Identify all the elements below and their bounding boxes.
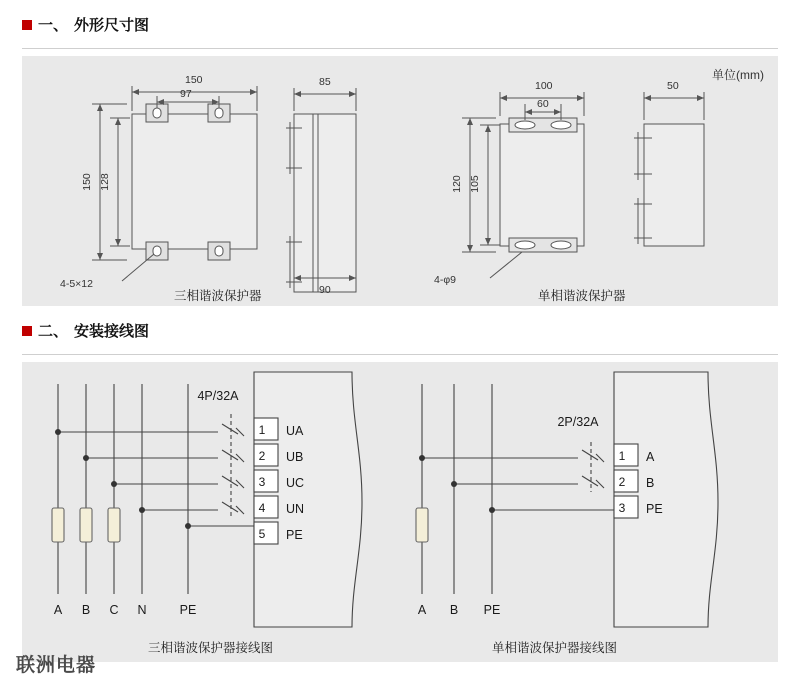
terminal-no-1p-1: 1 xyxy=(618,449,626,463)
dim-1p-hole-note: 4-φ9 xyxy=(434,274,456,286)
phase-label-3p-n: N xyxy=(137,603,147,617)
unit-note: 单位(mm) xyxy=(712,68,764,82)
section-1-heading: 外形尺寸图 xyxy=(74,17,150,34)
terminal-name-3p-5: PE xyxy=(286,528,303,542)
wiring-diagram-panel xyxy=(22,362,778,662)
section-bullet-icon xyxy=(22,326,32,336)
section-1-title xyxy=(22,14,149,35)
dim-3p-hole-note: 4-5×12 xyxy=(60,278,93,290)
section-1-index: 一、 xyxy=(38,17,69,34)
breaker-label-1p: 2P/32A xyxy=(557,415,599,429)
phase-label-3p-a: A xyxy=(53,603,63,617)
dim-3p-depth-bottom: 90 xyxy=(319,284,331,296)
caption-3p-outline: 三相谐波保护器 xyxy=(174,289,262,303)
section-1-divider xyxy=(22,48,778,49)
section-2-index: 二、 xyxy=(38,323,69,340)
terminal-no-3p-4: 4 xyxy=(258,501,266,515)
terminal-name-3p-1: UA xyxy=(286,424,304,438)
phase-label-3p-b: B xyxy=(81,603,91,617)
dim-3p-width-outer: 150 xyxy=(185,74,203,86)
terminal-no-1p-2: 2 xyxy=(618,475,626,489)
dim-1p-depth-top: 50 xyxy=(667,80,679,92)
wiring-diagram-svg xyxy=(22,362,778,662)
section-2-divider xyxy=(22,354,778,355)
outline-drawing-svg xyxy=(22,56,778,306)
breaker-label-3p: 4P/32A xyxy=(197,389,239,403)
dim-1p-width-inner: 60 xyxy=(537,98,549,110)
phase-label-1p-pe: PE xyxy=(483,603,501,617)
section-bullet-icon xyxy=(22,20,32,30)
watermark: 联洲电器 xyxy=(16,655,97,676)
terminal-no-1p-3: 3 xyxy=(618,501,626,515)
dim-3p-depth-top: 85 xyxy=(319,76,331,88)
terminal-name-3p-2: UB xyxy=(286,450,304,464)
caption-1p-outline: 单相谐波保护器 xyxy=(538,289,626,303)
terminal-name-3p-4: UN xyxy=(286,502,305,516)
phase-label-1p-a: A xyxy=(417,603,427,617)
dim-3p-width-inner: 97 xyxy=(180,88,192,100)
phase-label-3p-pe: PE xyxy=(179,603,197,617)
dim-3p-height-inner: 128 xyxy=(98,173,111,191)
dim-1p-height-inner: 105 xyxy=(468,175,481,193)
section-2-heading: 安装接线图 xyxy=(74,323,150,340)
terminal-no-3p-3: 3 xyxy=(258,475,266,489)
terminal-no-3p-5: 5 xyxy=(258,527,266,541)
phase-label-1p-b: B xyxy=(449,603,459,617)
dim-1p-height-outer: 120 xyxy=(450,175,463,193)
terminal-no-3p-1: 1 xyxy=(258,423,266,437)
dim-1p-width-outer: 100 xyxy=(535,80,553,92)
terminal-name-1p-1: A xyxy=(646,450,655,464)
caption-3p-wiring: 三相谐波保护器接线图 xyxy=(148,641,274,655)
caption-1p-wiring: 单相谐波保护器接线图 xyxy=(492,641,618,655)
terminal-no-3p-2: 2 xyxy=(258,449,266,463)
terminal-name-3p-3: UC xyxy=(286,476,305,490)
phase-label-3p-c: C xyxy=(109,603,119,617)
dim-3p-height-outer: 150 xyxy=(80,173,93,191)
outline-drawing-panel xyxy=(22,56,778,306)
section-2-title xyxy=(22,320,149,341)
terminal-name-1p-2: B xyxy=(646,476,655,490)
terminal-name-1p-3: PE xyxy=(646,502,663,516)
